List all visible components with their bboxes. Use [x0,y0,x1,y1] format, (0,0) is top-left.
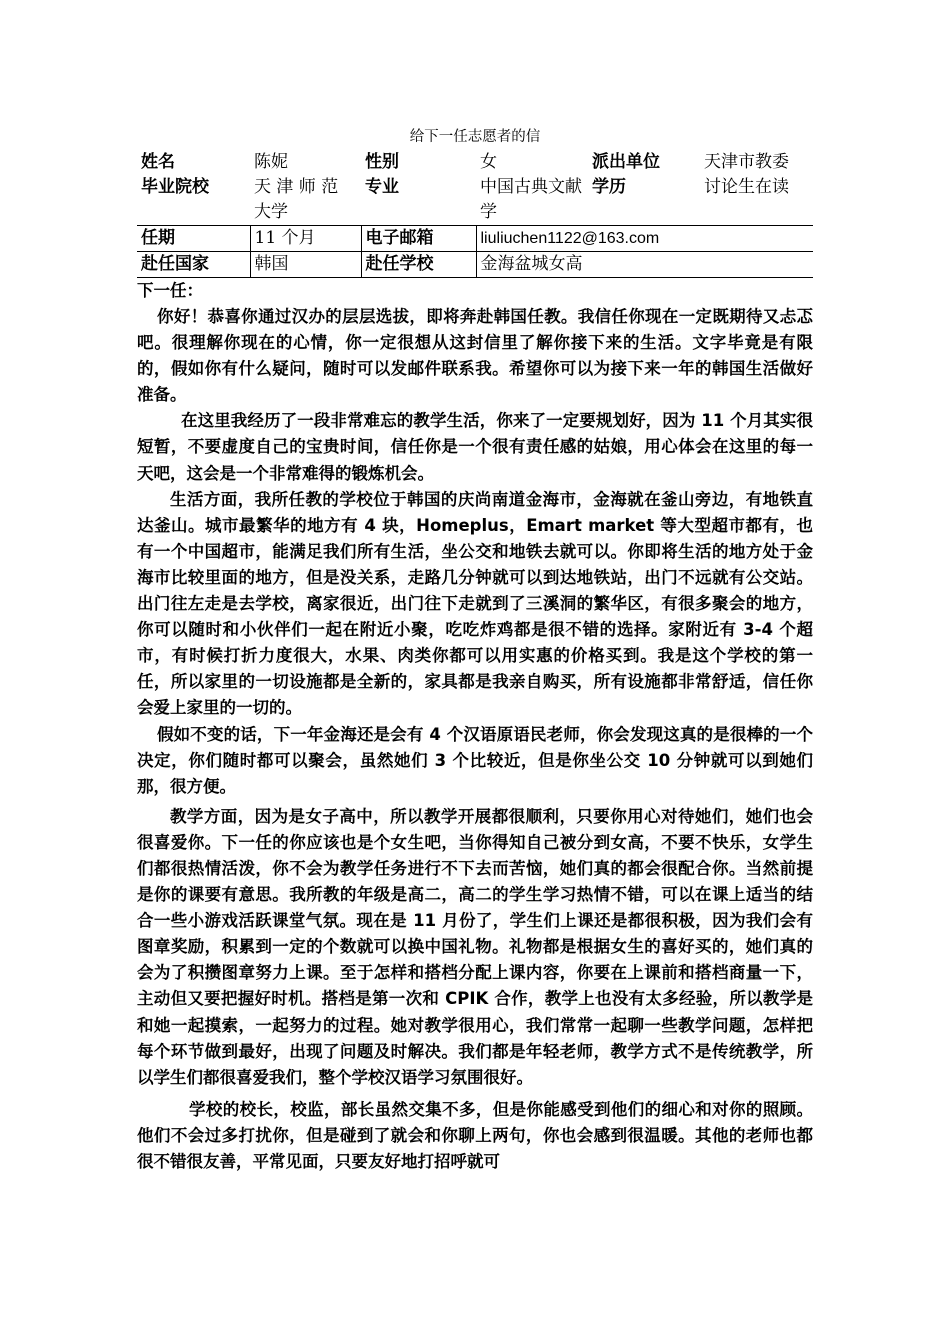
gender-label: 性别 [365,152,399,172]
name-label: 姓名 [141,152,175,172]
letter-body [137,304,813,1175]
country-value: 韩国 [250,252,361,278]
name-value: 陈妮 [254,152,288,172]
letter-paragraph-6: 学校的校长，校监，部长虽然交集不多，但是你能感受到他们的细心和对你的照顾。他们不会过多打扰你，但是碰到了就会和你聊上两句，你也会感到很温暖。其他的老师也都很不错很友善，平常见面，只要友好地打招呼就可 [137,1099,813,1171]
gender-value: 女 [480,152,497,172]
degree-value: 讨论生在读 [704,177,789,197]
major-label: 专业 [365,177,399,197]
info-row-school [137,175,813,226]
school-value: 天 津 师 范 大学 [254,177,339,222]
document-page [137,125,813,1175]
letter-salutation: 下一任： [137,281,203,300]
email-value[interactable]: liuliuchen1122@163.com [476,226,813,252]
letter-paragraph-3: 生活方面，我所任教的学校位于韩国的庆尚南道金海市，金海就在釜山旁边，有地铁直达釜山。城市最繁华的地方有 4 块，Homeplus，Emart market 等大型超市都有，也有一个中国超市，能满足我们所有生活，坐公交和地铁去就可以。你即将生活的地方处于金海市比较里面的地方，但是没关系，走路几分钟就可以到达地铁站，出门不远就有公交站。出门往左走是去学校，离家很近，出门往下走就到了三溪洞的繁华区，有很多聚会的地方，你可以随时和小伙伴们一起在附近小聚，吃吃炸鸡都是很不错的选择。家附近有 3-4 个超市，有时候打折力度很大，水果、肉类你都可以用实惠的价格买到。我是这个学校的第一任，所以家里的一切设施都是全新的，家具都是我亲自购买，所有设施都非常舒适，信任你会爱上家里的一切的。 [137,489,813,718]
info-row-term [137,226,813,252]
term-value: 11 个月 [250,226,361,252]
school-label: 毕业院校 [141,177,209,197]
info-row-country [137,252,813,278]
country-label: 赴任国家 [137,252,250,278]
letter-paragraph-4: 假如不变的话，下一年金海还是会有 4 个汉语原语民老师，你会发现这真的是很棒的一个决定，你们随时都可以聚会，虽然她们 3 个比较近，但是你坐公交 10 分钟就可以到她们那，很方便。 [137,724,813,796]
letter-paragraph-5: 教学方面，因为是女子高中，所以教学开展都很顺利，只要你用心对待她们，她们也会很喜爱你。下一任的你应该也是个女生吧，当你得知自己被分到女高，不要不快乐，女学生们都很热情活泼，你不会为教学任务进行不下去而苦恼，她们真的都会很配合你。当然前提是你的课要有意思。我所教的年级是高二，高二的学生学习热情不错，可以在课上适当的结合一些小游戏活跃课堂气氛。现在是 11 月份了，学生们上课还是都很积极，因为我们会有图章奖励，积累到一定的个数就可以换中国礼物。礼物都是根据女生的喜好买的，她们真的会为了积攒图章努力上课。至于怎样和搭档分配上课内容，你要在上课前和搭档商量一下，主动但又要把握好时机。搭档是第一次和 CPIK 合作，教学上也没有太多经验，所以教学是和她一起摸索，一起努力的过程。她对教学很用心，我们常常一起聊一些教学问题，怎样把每个环节做到最好，出现了问题及时解决。我们都是年轻老师，教学方式不是传统教学，所以学生们都很喜爱我们，整个学校汉语学习氛围很好。 [137,806,813,1087]
volunteer-info-table [137,150,813,278]
unit-value: 天津市教委 [704,152,789,172]
major-value: 中国古典文献学 [480,177,582,222]
document-title: 给下一任志愿者的信 [409,129,541,145]
host-school-value: 金海盆城女高 [476,252,813,278]
unit-label: 派出单位 [592,152,660,172]
term-label: 任期 [137,226,250,252]
degree-label: 学历 [592,177,626,197]
letter-paragraph-1: 你好！恭喜你通过汉办的层层选拔，即将奔赴韩国任教。我信任你现在一定既期待又忐忑吧。很理解你现在的心情，你一定很想从这封信里了解你接下来的生活。文字毕竟是有限的，假如你有什么疑问，随时可以发邮件联系我。希望你可以为接下来一年的韩国生活做好准备。 [137,307,813,405]
host-school-label: 赴任学校 [361,252,476,278]
email-label: 电子邮箱 [361,226,476,252]
info-row-name [137,150,813,175]
letter-paragraph-2: 在这里我经历了一段非常难忘的教学生活，你来了一定要规划好，因为 11 个月其实很短暂，不要虚度自己的宝贵时间，信任你是一个很有责任感的姑娘，用心体会在这里的每一天吧，这会是一个非常难得的锻炼机会。 [137,411,813,483]
